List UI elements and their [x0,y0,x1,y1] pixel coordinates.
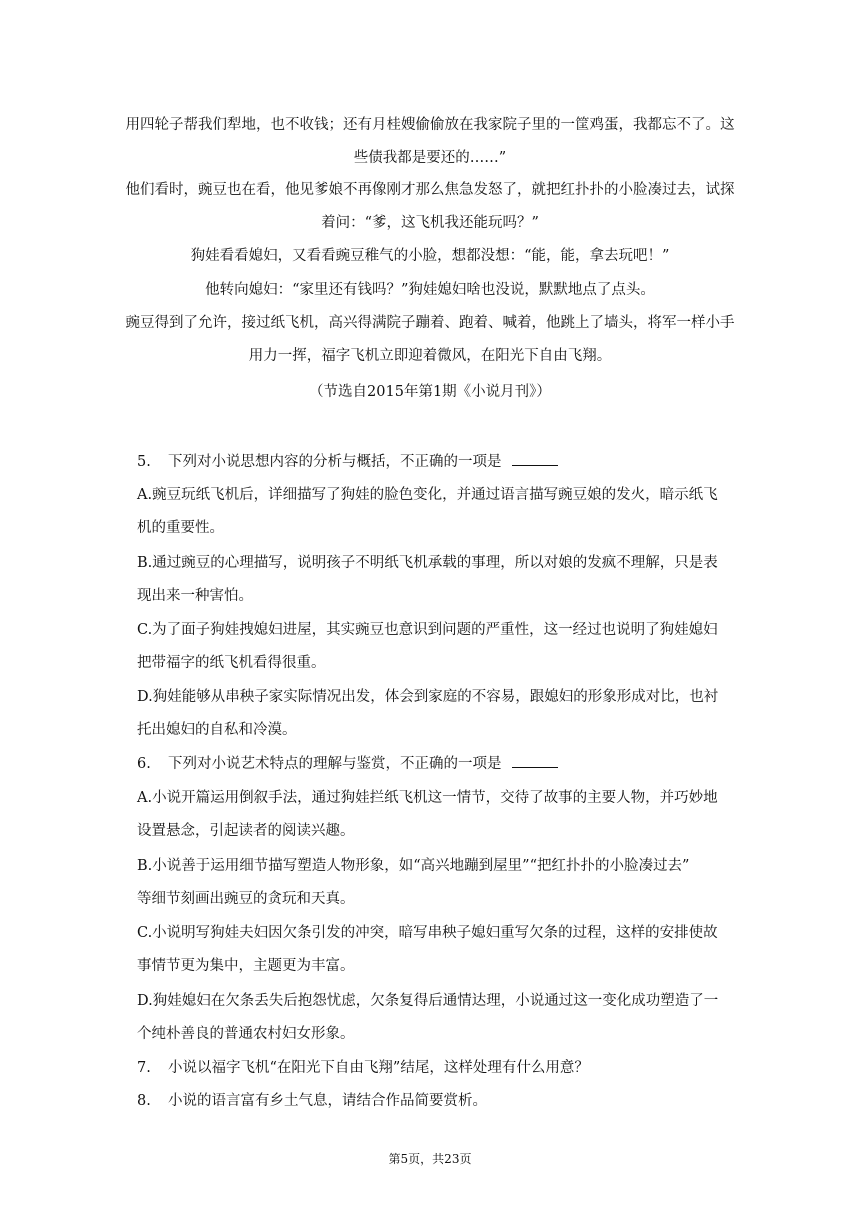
question-5-number: 5. [137,454,151,470]
passage-source: （节选自2015年第1期《小说月刊》） [309,384,551,400]
passage-line-2: 些债我都是要还的……” [353,150,507,166]
passage-line-6: 他转向媳妇：“家里还有钱吗？”狗娃媳妇啥也没说，默默地点了点头。 [205,282,655,298]
question-5-prompt: 下列对小说思想内容的分析与概括，不正确的一项是 [168,454,502,470]
question-5-text [168,452,558,472]
question-6-option-a-line-1: A.小说开篇运用倒叙手法，通过狗娃拦纸飞机这一情节，交待了故事的主要人物，并巧妙地 [137,790,718,806]
page-footer: 第5页，共23页 [388,1152,472,1166]
question-6-option-a-line-2: 设置悬念，引起读者的阅读兴趣。 [137,823,355,839]
question-6-option-b-line-2: 等细节刻画出豌豆的贪玩和天真。 [137,891,355,907]
question-6-option-d-line-1: D.狗娃媳妇在欠条丢失后抱怨忧虑，欠条复得后通情达理，小说通过这一变化成功塑造了一 [137,993,719,1009]
passage-line-8: 用力一挥，福字飞机立即迎着微风，在阳光下自由飞翔。 [248,348,612,364]
question-5-option-a-line-2: 机的重要性。 [137,520,224,536]
question-7-text: 小说以福字飞机“在阳光下自由飞翔”结尾，这样处理有什么用意？ [168,1060,589,1076]
question-6-option-d-line-2: 个纯朴善良的普通农村妇女形象。 [137,1026,355,1042]
question-6-answer-blank[interactable] [512,754,558,768]
passage-line-4: 着问：“爹，这飞机我还能玩吗？” [321,215,539,231]
question-6-text [168,754,558,774]
question-5-option-c-line-1: C.为了面子狗娃拽媳妇进屋，其实豌豆也意识到问题的严重性，这一经过也说明了狗娃媳妇 [137,622,718,638]
question-6-option-c-line-2: 事情节更为集中，主题更为丰富。 [137,958,355,974]
question-5-option-a-line-1: A.豌豆玩纸飞机后，详细描写了狗娃的脸色变化，并通过语言描写豌豆娘的发火，暗示纸飞 [137,487,718,503]
question-6-option-c-line-1: C.小说明写狗娃夫妇因欠条引发的冲突，暗写串秧子媳妇重写欠条的过程，这样的安排使故 [137,925,718,941]
passage-line-3: 他们看时，豌豆也在看，他见爹娘不再像刚才那么焦急发怒了，就把红扑扑的小脸凑过去，试探 [125,182,735,198]
question-7-number: 7. [137,1060,151,1076]
passage-line-5: 狗娃看看媳妇，又看看豌豆稚气的小脸，想都没想：“能，能，拿去玩吧！” [190,248,670,264]
question-5-option-d-line-1: D.狗娃能够从串秧子家实际情况出发，体会到家庭的不容易，跟媳妇的形象形成对比，也衬 [137,689,719,705]
question-6-option-b-line-1: B.小说善于运用细节描写塑造人物形象，如“高兴地蹦到屋里”“把红扑扑的小脸凑过去” [137,858,690,874]
question-5-option-b-line-1: B.通过豌豆的心理描写，说明孩子不明纸飞机承载的事理，所以对娘的发疯不理解，只是表 [137,555,718,571]
question-5-option-b-line-2: 现出来一种害怕。 [137,588,253,604]
question-5-option-c-line-2: 把带福字的纸飞机看得很重。 [137,655,326,671]
question-8-number: 8. [137,1093,151,1109]
question-6-number: 6. [137,756,151,772]
question-8-text: 小说的语言富有乡土气息，请结合作品简要赏析。 [168,1093,487,1109]
question-6-prompt: 下列对小说艺术特点的理解与鉴赏，不正确的一项是 [168,756,502,772]
question-5-option-d-line-2: 托出媳妇的自私和冷漠。 [137,722,297,738]
passage-line-7: 豌豆得到了允许，接过纸飞机，高兴得满院子蹦着、跑着、喊着，他跳上了墙头，将军一样小手 [125,315,735,331]
passage-line-1: 用四轮子帮我们犁地，也不收钱；还有月桂嫂偷偷放在我家院子里的一筐鸡蛋，我都忘不了。这 [125,117,735,133]
question-5-answer-blank[interactable] [512,452,558,466]
